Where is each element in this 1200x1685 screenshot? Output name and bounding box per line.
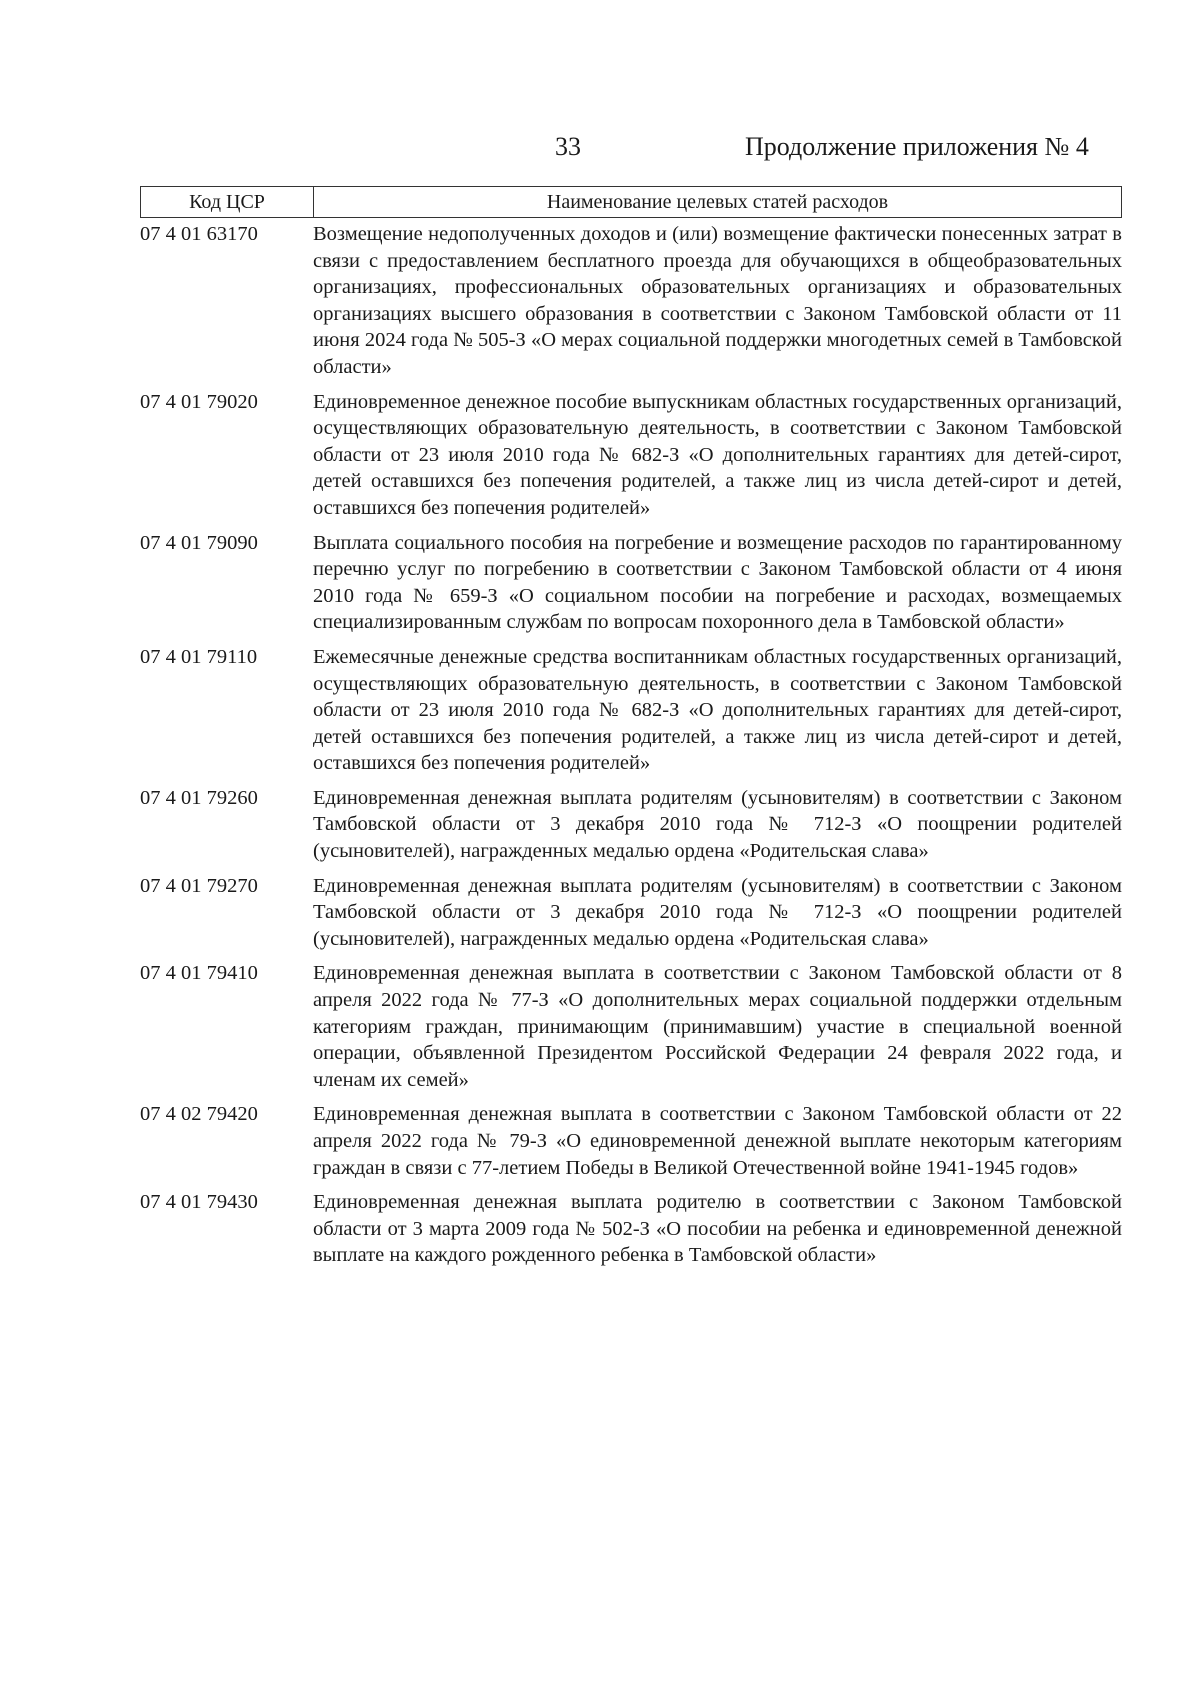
- row-description: Ежемесячные денежные средства воспитанникам областных государственных организаций, осуществляющих образовательную деятельность, в соответствии с Законом Тамбовской области от 23 июля 2010 года № 682-З «О дополнительных гарантиях для детей-сирот, детей оставшихся без попечения родителей, а также лиц из числа детей-сирот и детей, оставшихся без попечения родителей»: [313, 645, 1122, 775]
- row-description: Единовременное денежное пособие выпускникам областных государственных организаций, осуществляющих образовательную деятельность, в соответствии с Законом Тамбовской области от 23 июля 2010 года № 682-З «О дополнительных гарантиях для детей-сирот, детей оставшихся без попечения родителей, а также лиц из числа детей-сирот и детей, оставшихся без попечения родителей»: [313, 390, 1122, 519]
- row-description: Единовременная денежная выплата в соответствии с Законом Тамбовской области от 22 апреля 2022 года № 79-З «О единовременной денежной выплате некоторым категориям граждан в связи с 77-летием Победы в Великой Отечественной войне 1941-1945 годов»: [313, 1103, 1122, 1179]
- row-code: 07 4 01 79430: [140, 1191, 258, 1214]
- row-code: 07 4 01 63170: [140, 223, 258, 245]
- row-code: 07 4 01 79270: [140, 874, 258, 897]
- table-row: [140, 530, 1122, 636]
- table-row: [140, 644, 1122, 777]
- row-code: 07 4 01 79110: [140, 645, 258, 668]
- row-code: 07 4 01 79410: [140, 962, 258, 985]
- appendix-continuation-title: Продолжение приложения № 4: [745, 132, 1089, 161]
- column-header-code: Код ЦСР: [141, 187, 314, 217]
- row-description: Возмещение недополученных доходов и (или) возмещение фактически понесенных затрат в связи с предоставлением бесплатного проезда для обучающихся в общеобразовательных организациях, профессиональных образовательных организациях и образовательных организациях высшего образования в соответствии с Законом Тамбовской области от 11 июня 2024 года № 505-З «О мерах социальной поддержки многодетных семей в Тамбовской области»: [313, 223, 1122, 378]
- table-row: [140, 221, 1122, 381]
- table-header: [140, 186, 1122, 218]
- row-description: Единовременная денежная выплата родителям (усыновителям) в соответствии с Законом Тамбовской области от 3 декабря 2010 года № 712-З «О поощрении родителей (усыновителей), награжденных медалью ордена «Родительская слава»: [313, 786, 1122, 863]
- table-row: [140, 785, 1122, 865]
- row-description: Единовременная денежная выплата в соответствии с Законом Тамбовской области от 8 апреля 2022 года № 77-З «О дополнительных мерах социальной поддержки отдельным категориям граждан, принимающим (принимавшим) участие в специальной военной операции, объявленной Президентом Российской Федерации 24 февраля 2022 года, и членам их семей»: [313, 962, 1122, 1091]
- row-code: 07 4 01 79260: [140, 786, 258, 809]
- table-row: [140, 960, 1122, 1093]
- table-row: [140, 389, 1122, 522]
- row-code: 07 4 01 79090: [140, 531, 258, 554]
- table-row: [140, 873, 1122, 953]
- row-code: 07 4 01 79020: [140, 390, 258, 413]
- row-description: Выплата социального пособия на погребение и возмещение расходов по гарантированному перечню услуг по погребению в соответствии с Законом Тамбовской области от 4 июня 2010 года № 659-З «О социальном пособии на погребение и расходах, возмещаемых специализированным службам по вопросам похоронного дела в Тамбовской области»: [313, 531, 1122, 634]
- table-body: [140, 221, 1122, 1269]
- page-number: 33: [555, 132, 581, 161]
- table-row: [140, 1189, 1122, 1269]
- row-description: Единовременная денежная выплата родителям (усыновителям) в соответствии с Законом Тамбовской области от 3 декабря 2010 года № 712-З «О поощрении родителей (усыновителей), награжденных медалью ордена «Родительская слава»: [313, 874, 1122, 950]
- column-header-name: Наименование целевых статей расходов: [546, 190, 889, 213]
- table-row: [140, 1101, 1122, 1181]
- row-description: Единовременная денежная выплата родителю в соответствии с Законом Тамбовской области от 3 марта 2009 года № 502-З «О пособии на ребенка и единовременной денежной выплате на каждого рожденного ребенка в Тамбовской области»: [313, 1191, 1122, 1267]
- row-code: 07 4 02 79420: [140, 1103, 258, 1126]
